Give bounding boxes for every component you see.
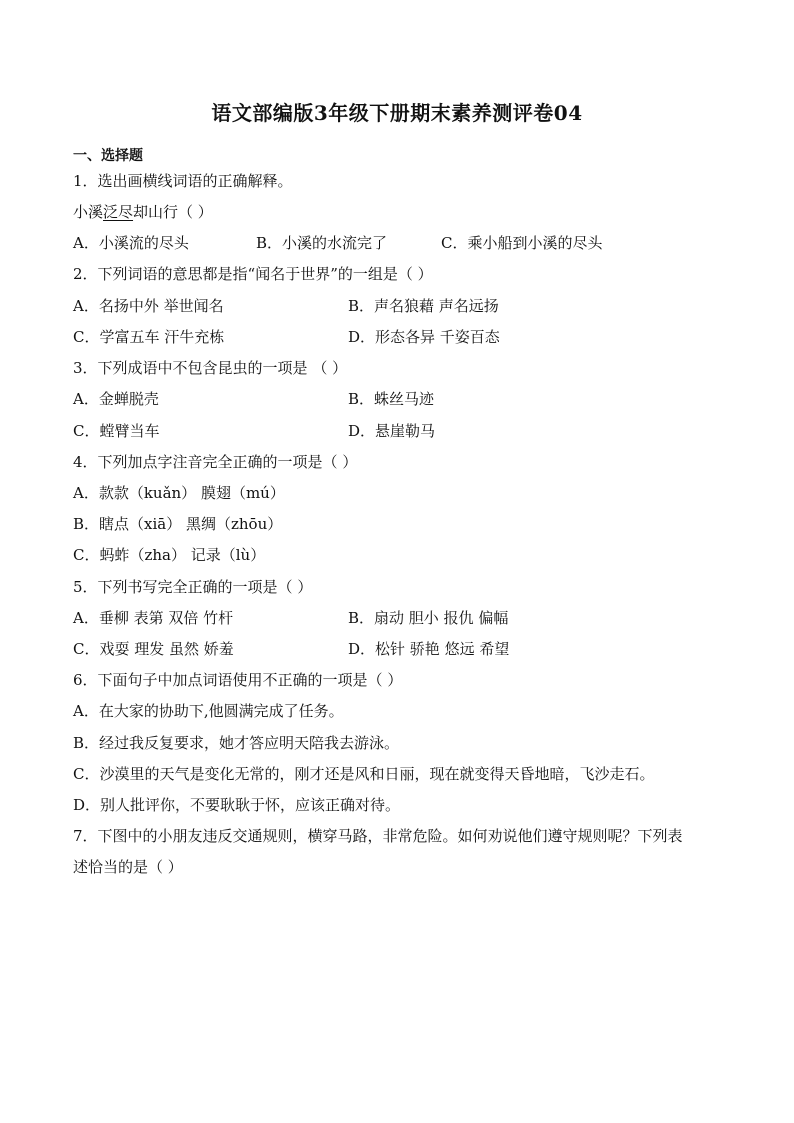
section-heading: 一、选择题: [73, 148, 143, 164]
q3-option-d[interactable]: D．悬崖勒马: [348, 422, 436, 440]
q6-option-c[interactable]: C．沙漠里的天气是变化无常的，刚才还是风和日丽，现在就变得天昏地暗，飞沙走石。: [73, 765, 655, 783]
phrase-pre: 小溪: [73, 203, 104, 221]
q6-option-a[interactable]: A．在大家的协助下,他圆满完成了任务。: [73, 702, 344, 720]
q4-option-b[interactable]: B．瞎点（xiā） 黑绸（zhōu）: [73, 515, 283, 533]
q5-option-c[interactable]: C．戏耍 理发 虽然 娇羞: [73, 640, 234, 658]
q2-option-a[interactable]: A．名扬中外 举世闻名: [73, 297, 224, 315]
q4-option-a[interactable]: A．款款（kuǎn） 膜翅（mú）: [73, 484, 285, 502]
question-1-stem: 1．选出画横线词语的正确解释。: [73, 172, 293, 190]
q1-option-a[interactable]: A．小溪流的尽头: [73, 234, 189, 252]
question-7-stem-line2: 述恰当的是（ ）: [73, 858, 183, 876]
question-2-stem: 2．下列词语的意思都是指“闻名于世界”的一组是（ ）: [73, 265, 433, 283]
underlined-word: 泛尽: [103, 203, 134, 221]
question-6-stem: 6．下面句子中加点词语使用不正确的一项是（ ）: [73, 671, 403, 689]
q2-option-c[interactable]: C．学富五车 汗牛充栋: [73, 328, 225, 346]
q3-option-c[interactable]: C．螳臂当车: [73, 422, 160, 440]
phrase-post: 却山行（ ）: [133, 203, 213, 221]
q5-option-d[interactable]: D．松针 骄艳 悠远 希望: [348, 640, 510, 658]
q5-option-a[interactable]: A．垂柳 表第 双倍 竹杆: [73, 609, 234, 627]
page-title: 语文部编版3年级下册期末素养测评卷04: [211, 101, 583, 125]
question-5-stem: 5．下列书写完全正确的一项是（ ）: [73, 578, 313, 596]
question-4-stem: 4．下列加点字注音完全正确的一项是（ ）: [73, 453, 358, 471]
question-7-stem-line1: 7．下图中的小朋友违反交通规则，横穿马路，非常危险。如何劝说他们遵守规则呢？下列表: [73, 827, 683, 845]
q1-option-c[interactable]: C．乘小船到小溪的尽头: [441, 234, 603, 252]
q1-option-b[interactable]: B．小溪的水流完了: [256, 234, 388, 252]
q6-option-b[interactable]: B．经过我反复要求，她才答应明天陪我去游泳。: [73, 734, 400, 752]
q3-option-a[interactable]: A．金蝉脱壳: [73, 390, 159, 408]
question-1-phrase: [73, 201, 213, 222]
q2-option-d[interactable]: D．形态各异 千姿百态: [348, 328, 500, 346]
q3-option-b[interactable]: B．蛛丝马迹: [348, 390, 435, 408]
q6-option-d[interactable]: D．别人批评你，不要耿耿于怀，应该正确对待。: [73, 796, 401, 814]
q4-option-c[interactable]: C．蚂蚱（zha） 记录（lù）: [73, 546, 266, 564]
q5-option-b[interactable]: B．扇动 胆小 报仇 偏幅: [348, 609, 509, 627]
q2-option-b[interactable]: B．声名狼藉 声名远扬: [348, 297, 499, 315]
question-3-stem: 3．下列成语中不包含昆虫的一项是 （ ）: [73, 359, 348, 377]
